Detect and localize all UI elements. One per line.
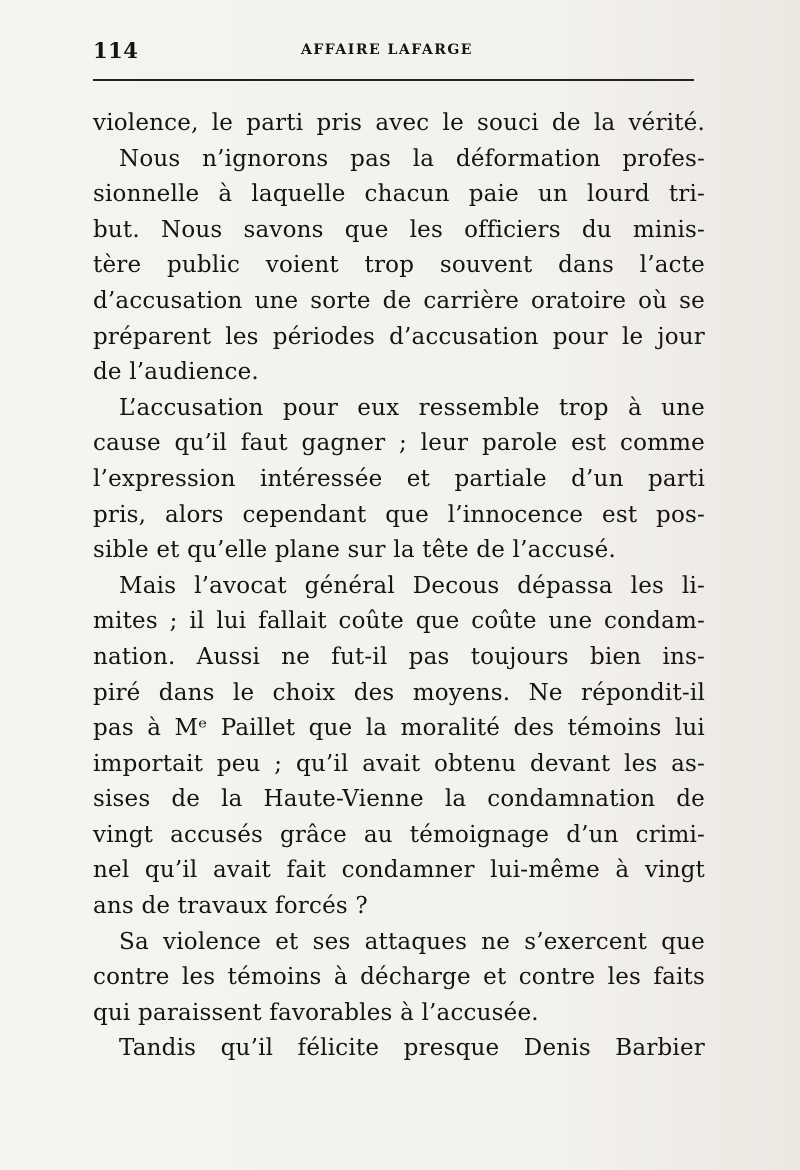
- text-line: qui paraissent favorables à l’accusée.: [93, 999, 539, 1026]
- text-line: ans de travaux forcés ?: [93, 893, 368, 920]
- text-line: piré dans le choix des moyens. Ne répondit-il: [93, 679, 705, 706]
- text-line: d’accusation une sorte de carrière oratoire où se: [93, 287, 705, 314]
- text-line: sionnelle à laquelle chacun paie un lourd tri-: [93, 181, 705, 208]
- text-line: Sa violence et ses attaques ne s’exercent que: [119, 928, 705, 955]
- text-line: but. Nous savons que les officiers du minis-: [93, 216, 705, 243]
- text-line: Nous n’ignorons pas la déformation profes-: [119, 145, 705, 172]
- text-line: préparent les périodes d’accusation pour le jour: [93, 323, 705, 350]
- text-line: cause qu’il faut gagner ; leur parole est comme: [93, 430, 705, 457]
- running-title: AFFAIRE LAFARGE: [301, 42, 473, 58]
- text-line: L’accusation pour eux ressemble trop à une: [119, 394, 705, 421]
- page-header: [93, 38, 693, 68]
- header-rule: [93, 79, 694, 81]
- text-line: l’expression intéressée et partiale d’un parti: [93, 465, 705, 492]
- page-number: 114: [93, 38, 139, 63]
- text-line: Tandis qu’il félicite presque Denis Barbier: [119, 1035, 705, 1062]
- text-line: de l’audience.: [93, 359, 259, 386]
- text-line: nel qu’il avait fait condamner lui-même à vingt: [93, 857, 705, 884]
- text-line: violence, le parti pris avec le souci de la vérité.: [93, 110, 705, 136]
- body-text: [93, 106, 705, 1067]
- text-line: contre les témoins à décharge et contre les faits: [93, 964, 705, 991]
- text-line: tère public voient trop souvent dans l’acte: [93, 252, 705, 279]
- text-line: sible et qu’elle plane sur la tête de l’accusé.: [93, 537, 616, 564]
- text-line: sises de la Haute-Vienne la condamnation de: [93, 786, 705, 813]
- text-line: nation. Aussi ne fut-il pas toujours bien ins-: [93, 643, 705, 670]
- text-line: mites ; il lui fallait coûte que coûte une condam-: [93, 608, 705, 635]
- text-line: pris, alors cependant que l’innocence est pos-: [93, 501, 705, 528]
- text-line: pas à Mᵉ Paillet que la moralité des témoins lui: [93, 715, 705, 742]
- text-line: importait peu ; qu’il avait obtenu devant les as-: [93, 750, 705, 777]
- text-line: Mais l’avocat général Decous dépassa les li-: [119, 572, 705, 599]
- text-line: vingt accusés grâce au témoignage d’un crimi-: [93, 821, 705, 848]
